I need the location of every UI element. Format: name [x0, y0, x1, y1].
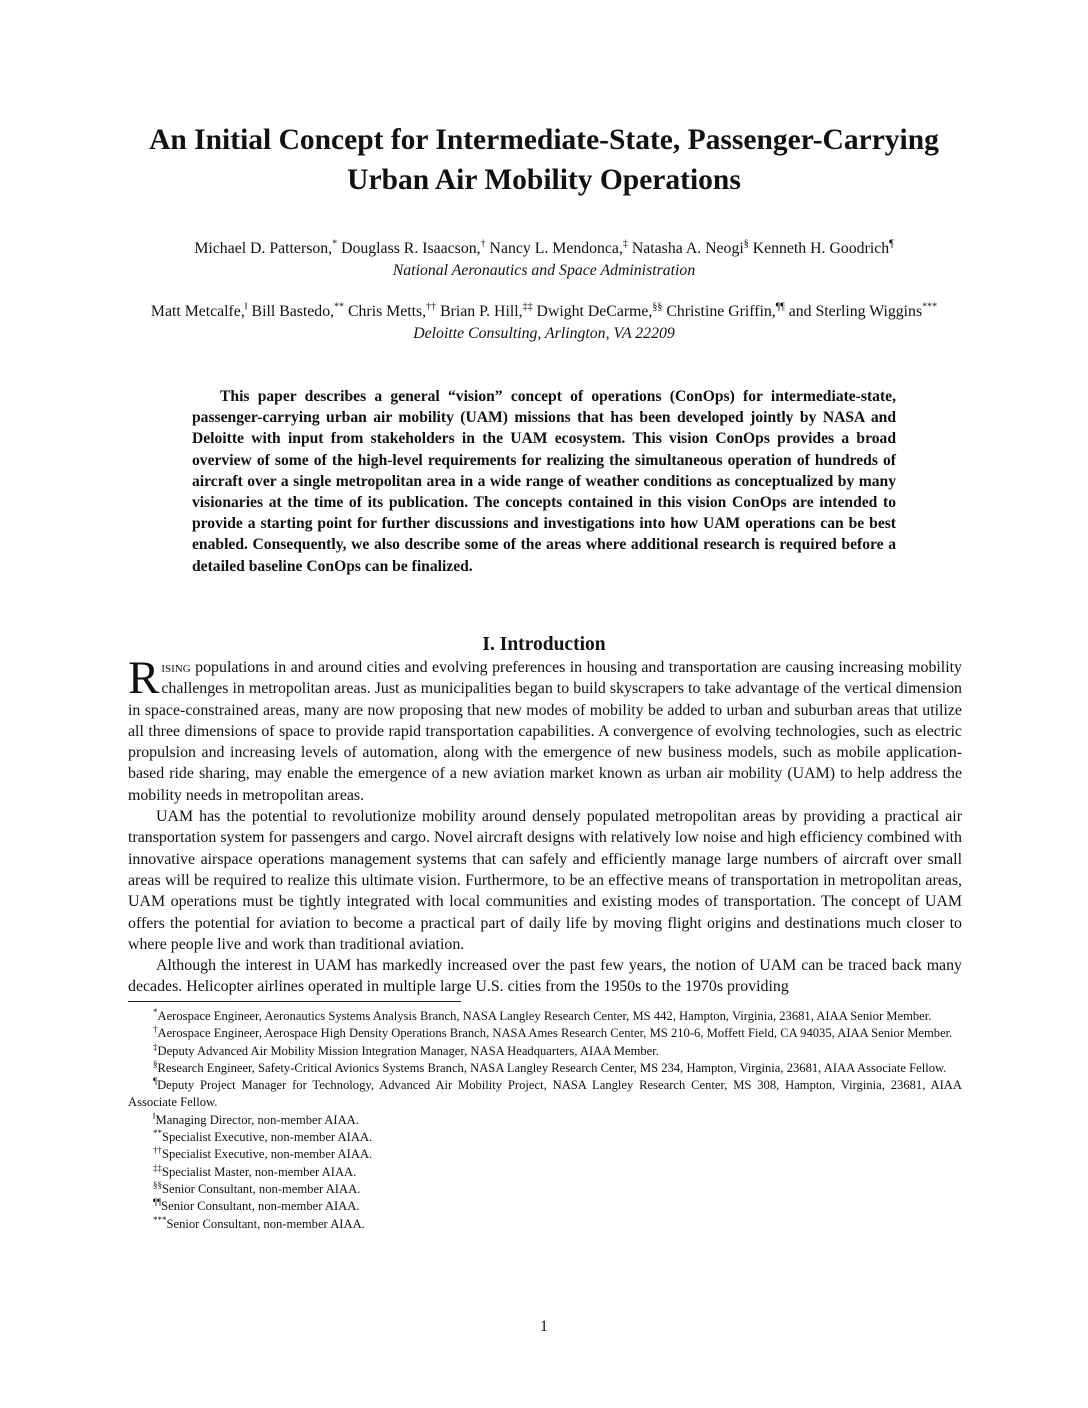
paragraph: Rising populations in and around cities and evolving preferences in housing and transportation are causing increasing mobility challenges in metropolitan areas. Just as municipalities began to build skyscrapers to take advantage of the vertical dimension in space-constrained areas, many are now proposing that new modes of mobility be added to urban and suburban areas that utilize all three dimensions of space to provide rapid transportation capabilities. A convergence of evolving technologies, such as electric propulsion and increasing levels of automation, along with the emergence of new business models, such as mobile application-based ride sharing, may enable the emergence of a new aviation market known as urban air mobility (UAM) to help address the mobility needs in metropolitan areas. [128, 652, 962, 804]
section-heading-introduction: I. Introduction [482, 634, 606, 655]
introduction-body [128, 652, 962, 998]
author: Douglass R. Isaacson,† [341, 238, 486, 257]
author: Michael D. Patterson,* [194, 238, 338, 257]
footnote: **Specialist Executive, non-member AIAA. [153, 1127, 373, 1145]
footnotes [128, 1008, 962, 1233]
footnote: *Aerospace Engineer, Aeronautics Systems Analysis Branch, NASA Langley Research Center, MS 442, Hampton, Virginia, 23681, AIAA Senior Member. [153, 1006, 932, 1023]
small-caps-lead: ising [161, 659, 191, 676]
footnote: ††Specialist Executive, non-member AIAA. [153, 1145, 373, 1162]
footnote: †Aerospace Engineer, Aerospace High Density Operations Branch, NASA Ames Research Center, MS 210-6, Moffett Field, CA 94035, AIAA Senior Member. [153, 1024, 953, 1041]
author: and Sterling Wiggins*** [788, 301, 938, 320]
author-list-nasa [194, 240, 893, 257]
paper-title: An Initial Concept for Intermediate-State, Passenger-Carrying Urban Air Mobility Operations [149, 124, 939, 196]
author: Dwight DeCarme,§§ [536, 301, 663, 320]
author-block-nasa [120, 238, 968, 282]
author: Christine Griffin,¶¶ [666, 301, 785, 320]
author: Matt Metcalfe,‖ [150, 301, 248, 320]
page-number: 1 [540, 1318, 548, 1335]
abstract: This paper describes a general “vision” concept of operations (ConOps) for intermediate-state, passenger-carrying urban air mobility (UAM) missions that has been developed jointly by NASA and Deloitte with input from stakeholders in the UAM ecosystem. This vision ConOps provides a broad overview of some of the high-level requirements for realizing the simultaneous operation of hundreds of aircraft over a single metropolitan area in a wide range of weather conditions as conceptualized by many visionaries at the time of its publication. The concepts contained in this vision ConOps are intended to provide a starting point for further discussions and investigations into how UAM operations can be best enabled. Consequently, we also describe some of the areas where additional research is required before a detailed baseline ConOps can be finalized. [192, 388, 896, 575]
affiliation-deloitte: Deloitte Consulting, Arlington, VA 22209 [413, 325, 675, 342]
footnote: §§Senior Consultant, non-member AIAA. [153, 1179, 361, 1196]
footnote-divider [128, 1001, 461, 1002]
author-list-deloitte [151, 303, 937, 320]
footnote: ***Senior Consultant, non-member AIAA. [153, 1214, 365, 1231]
author-block-deloitte [120, 301, 968, 345]
footnote: ¶¶Senior Consultant, non-member AIAA. [153, 1197, 360, 1214]
footnote: ¶Deputy Project Manager for Technology, Advanced Air Mobility Project, NASA Langley Research Center, MS 308, Hampton, Virginia, 23681, AIAA Associate Fellow. [128, 1076, 962, 1110]
footnote: §Research Engineer, Safety-Critical Avionics Systems Branch, NASA Langley Research Center, MS 234, Hampton, Virginia, 23681, AIAA Associate Fellow. [153, 1058, 947, 1075]
footnote: ‡Deputy Advanced Air Mobility Mission Integration Manager, NASA Headquarters, AIAA Member. [153, 1041, 659, 1058]
footnote: ‡‡Specialist Master, non-member AIAA. [153, 1162, 357, 1179]
drop-cap: R [128, 652, 160, 704]
author: Nancy L. Mendonca,‡ [489, 238, 628, 257]
paragraph: UAM has the potential to revolutionize mobility around densely populated metropolitan areas by providing a practical air transportation system for passengers and cargo. Novel aircraft designs with relatively low noise and high efficiency combined with innovative airspace operations management systems that can safely and efficiently manage large numbers of aircraft over small areas will be required to realize this ultimate vision. Furthermore, to be an effective means of transportation in metropolitan areas, UAM operations must be tightly integrated with local communities and existing modes of transportation. The concept of UAM offers the potential for aviation to become a practical part of daily life by moving flight origins and destinations much closer to where people live and work than traditional aviation. [128, 808, 962, 953]
footnote: ‖Managing Director, non-member AIAA. [153, 1110, 359, 1127]
paragraph: Although the interest in UAM has markedly increased over the past few years, the notion of UAM can be traced back many decades. Helicopter airlines operated in multiple large U.S. cities from the 1950s to the 1970s providing [128, 957, 962, 996]
author: Kenneth H. Goodrich¶ [752, 238, 894, 257]
affiliation-nasa: National Aeronautics and Space Administration [392, 262, 696, 279]
author: Brian P. Hill,‡‡ [440, 301, 533, 320]
author: Natasha A. Neogi§ [631, 238, 749, 257]
author: Chris Metts,†† [348, 301, 437, 320]
author: Bill Bastedo,** [251, 301, 345, 320]
